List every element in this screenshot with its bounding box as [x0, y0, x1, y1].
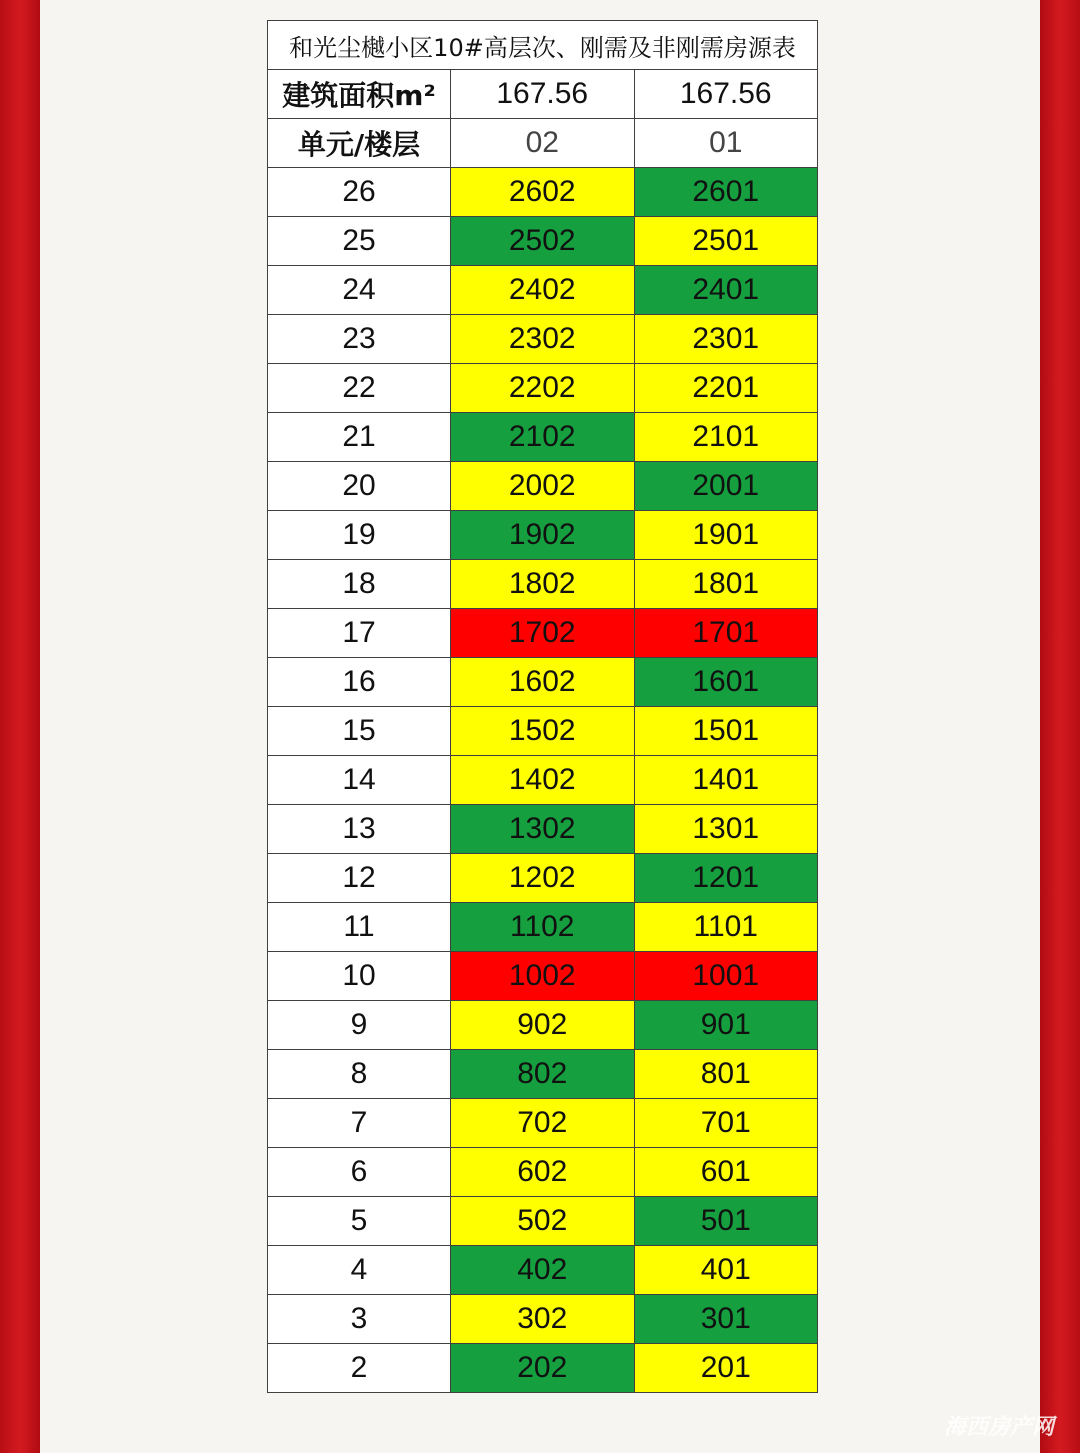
unit-code-02: 02 — [451, 119, 635, 168]
area-label: 建筑面积m² — [268, 70, 451, 119]
room-cell: 2401 — [634, 266, 818, 315]
floor-row — [268, 511, 818, 560]
floor-row — [268, 1050, 818, 1099]
room-cell: 602 — [451, 1148, 635, 1197]
floor-number: 10 — [268, 952, 451, 1001]
room-cell: 501 — [634, 1197, 818, 1246]
floor-row — [268, 413, 818, 462]
room-cell: 1201 — [634, 854, 818, 903]
floor-row — [268, 462, 818, 511]
floor-number: 24 — [268, 266, 451, 315]
floor-number: 21 — [268, 413, 451, 462]
floor-number: 20 — [268, 462, 451, 511]
housing-table — [267, 20, 818, 1393]
floor-number: 3 — [268, 1295, 451, 1344]
room-cell: 1001 — [634, 952, 818, 1001]
room-cell: 1601 — [634, 658, 818, 707]
room-cell: 601 — [634, 1148, 818, 1197]
room-cell: 902 — [451, 1001, 635, 1050]
room-cell: 302 — [451, 1295, 635, 1344]
floor-row — [268, 952, 818, 1001]
floor-row — [268, 364, 818, 413]
floor-number: 13 — [268, 805, 451, 854]
room-cell: 401 — [634, 1246, 818, 1295]
floor-row — [268, 756, 818, 805]
room-cell: 1502 — [451, 707, 635, 756]
room-cell: 801 — [634, 1050, 818, 1099]
floor-number: 12 — [268, 854, 451, 903]
floor-number: 25 — [268, 217, 451, 266]
area-value-01: 167.56 — [634, 70, 818, 119]
right-red-border — [1040, 0, 1080, 1453]
floor-row — [268, 560, 818, 609]
room-cell: 1702 — [451, 609, 635, 658]
room-cell: 2001 — [634, 462, 818, 511]
unit-code-01: 01 — [634, 119, 818, 168]
room-cell: 2201 — [634, 364, 818, 413]
room-cell: 1901 — [634, 511, 818, 560]
floor-row — [268, 1099, 818, 1148]
room-cell: 2302 — [451, 315, 635, 364]
area-value-02: 167.56 — [451, 70, 635, 119]
room-cell: 1801 — [634, 560, 818, 609]
floor-row — [268, 707, 818, 756]
floor-row — [268, 315, 818, 364]
room-cell: 702 — [451, 1099, 635, 1148]
floor-number: 15 — [268, 707, 451, 756]
room-cell: 2002 — [451, 462, 635, 511]
room-cell: 2102 — [451, 413, 635, 462]
floor-number: 22 — [268, 364, 451, 413]
room-cell: 1002 — [451, 952, 635, 1001]
floor-number: 8 — [268, 1050, 451, 1099]
room-cell: 402 — [451, 1246, 635, 1295]
floor-number: 7 — [268, 1099, 451, 1148]
table-title: 和光尘樾小区10#高层次、刚需及非刚需房源表 — [268, 21, 818, 70]
room-cell: 2202 — [451, 364, 635, 413]
floor-number: 19 — [268, 511, 451, 560]
site-watermark: 海西房产网 — [943, 1415, 1054, 1440]
floor-number: 5 — [268, 1197, 451, 1246]
floor-row — [268, 854, 818, 903]
room-cell: 701 — [634, 1099, 818, 1148]
floor-row — [268, 1295, 818, 1344]
room-cell: 2502 — [451, 217, 635, 266]
room-cell: 301 — [634, 1295, 818, 1344]
left-red-border — [0, 0, 40, 1453]
floor-row — [268, 903, 818, 952]
room-cell: 1602 — [451, 658, 635, 707]
floor-number: 2 — [268, 1344, 451, 1393]
room-cell: 502 — [451, 1197, 635, 1246]
floor-number: 16 — [268, 658, 451, 707]
room-cell: 1402 — [451, 756, 635, 805]
room-cell: 1902 — [451, 511, 635, 560]
floor-row — [268, 266, 818, 315]
room-cell: 1101 — [634, 903, 818, 952]
room-cell: 1501 — [634, 707, 818, 756]
floor-number: 11 — [268, 903, 451, 952]
room-cell: 202 — [451, 1344, 635, 1393]
room-cell: 802 — [451, 1050, 635, 1099]
room-cell: 2301 — [634, 315, 818, 364]
room-cell: 1701 — [634, 609, 818, 658]
floor-number: 26 — [268, 168, 451, 217]
floor-number: 23 — [268, 315, 451, 364]
floor-row — [268, 1001, 818, 1050]
floor-number: 4 — [268, 1246, 451, 1295]
room-cell: 2601 — [634, 168, 818, 217]
floor-row — [268, 1197, 818, 1246]
room-cell: 1302 — [451, 805, 635, 854]
floor-row — [268, 658, 818, 707]
room-cell: 1401 — [634, 756, 818, 805]
floor-row — [268, 1246, 818, 1295]
area-row — [268, 70, 818, 119]
floor-number: 18 — [268, 560, 451, 609]
room-cell: 2602 — [451, 168, 635, 217]
floor-number: 9 — [268, 1001, 451, 1050]
room-cell: 1802 — [451, 560, 635, 609]
floor-number: 17 — [268, 609, 451, 658]
floor-row — [268, 1344, 818, 1393]
room-cell: 2101 — [634, 413, 818, 462]
floor-row — [268, 1148, 818, 1197]
room-cell: 1301 — [634, 805, 818, 854]
room-cell: 201 — [634, 1344, 818, 1393]
floor-number: 6 — [268, 1148, 451, 1197]
floor-row — [268, 805, 818, 854]
unit-row — [268, 119, 818, 168]
floor-row — [268, 609, 818, 658]
room-cell: 1202 — [451, 854, 635, 903]
room-cell: 1102 — [451, 903, 635, 952]
floor-row — [268, 168, 818, 217]
housing-table-body — [268, 21, 818, 1393]
floor-row — [268, 217, 818, 266]
unit-floor-label: 单元/楼层 — [268, 119, 451, 168]
room-cell: 901 — [634, 1001, 818, 1050]
title-row — [268, 21, 818, 70]
floor-number: 14 — [268, 756, 451, 805]
room-cell: 2501 — [634, 217, 818, 266]
room-cell: 2402 — [451, 266, 635, 315]
